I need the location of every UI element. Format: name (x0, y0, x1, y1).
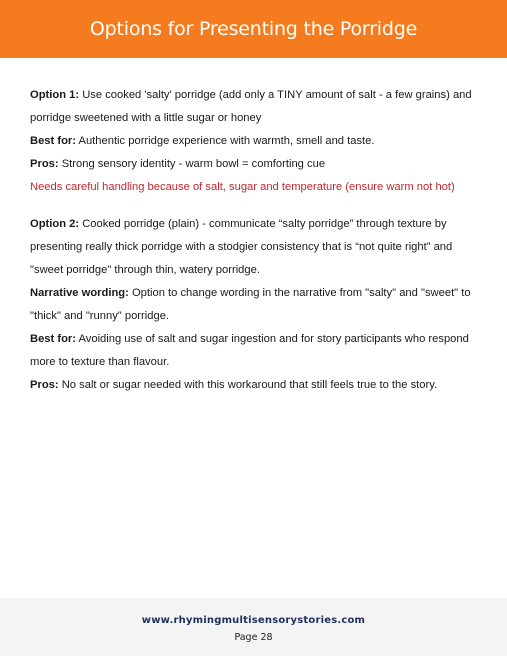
option-2-pros-text: No salt or sugar needed with this workaround that still feels true to the story. (58, 379, 438, 391)
option-1-pros-label: Pros: (30, 158, 59, 170)
section-spacer (30, 199, 485, 213)
option-2-text: Cooked porridge (plain) - communicate “salty porridge” through texture by presenting really thick porridge with a stodgier consistency that is “not quite right” and "sweet porridge" through thin, watery porridge. (30, 218, 453, 276)
option-1-best-for-text: Authentic porridge experience with warmth, smell and taste. (76, 135, 375, 147)
option-1-best-for (30, 130, 485, 153)
option-2-best-for (30, 328, 485, 374)
option-2-narrative (30, 282, 485, 328)
page-number: Page 28 (234, 632, 273, 643)
option-1-best-for-label: Best for: (30, 135, 76, 147)
page-header (0, 0, 507, 58)
option-2-best-for-text: Avoiding use of salt and sugar ingestion and for story participants who respond more to texture than flavour. (30, 333, 469, 368)
footer-url[interactable]: www.rhymingmultisensorystories.com (141, 615, 366, 626)
option-2-narrative-text: Option to change wording in the narrative from "salty" and "sweet" to "thick" and "runny" porridge. (30, 287, 471, 322)
option-2-label: Option 2: (30, 218, 80, 230)
page-title: Options for Presenting the Porridge (89, 18, 418, 40)
option-2-paragraph (30, 213, 485, 282)
option-2-best-for-label: Best for: (30, 333, 76, 345)
option-1-pros (30, 153, 485, 176)
page-footer (0, 598, 507, 656)
option-1-text: Use cooked 'salty' porridge (add only a TINY amount of salt - a few grains) and porridge sweetened with a little sugar or honey (30, 89, 472, 124)
option-2-narrative-label: Narrative wording: (30, 287, 129, 299)
option-2-pros-label: Pros: (30, 379, 59, 391)
option-1-paragraph (30, 84, 485, 130)
option-1-label: Option 1: (30, 89, 80, 101)
page-content (30, 84, 485, 397)
option-1-warning: Needs careful handling because of salt, sugar and temperature (ensure warm not hot) (30, 181, 455, 193)
option-1-pros-text: Strong sensory identity - warm bowl = comforting cue (58, 158, 326, 170)
option-2-pros (30, 374, 485, 397)
